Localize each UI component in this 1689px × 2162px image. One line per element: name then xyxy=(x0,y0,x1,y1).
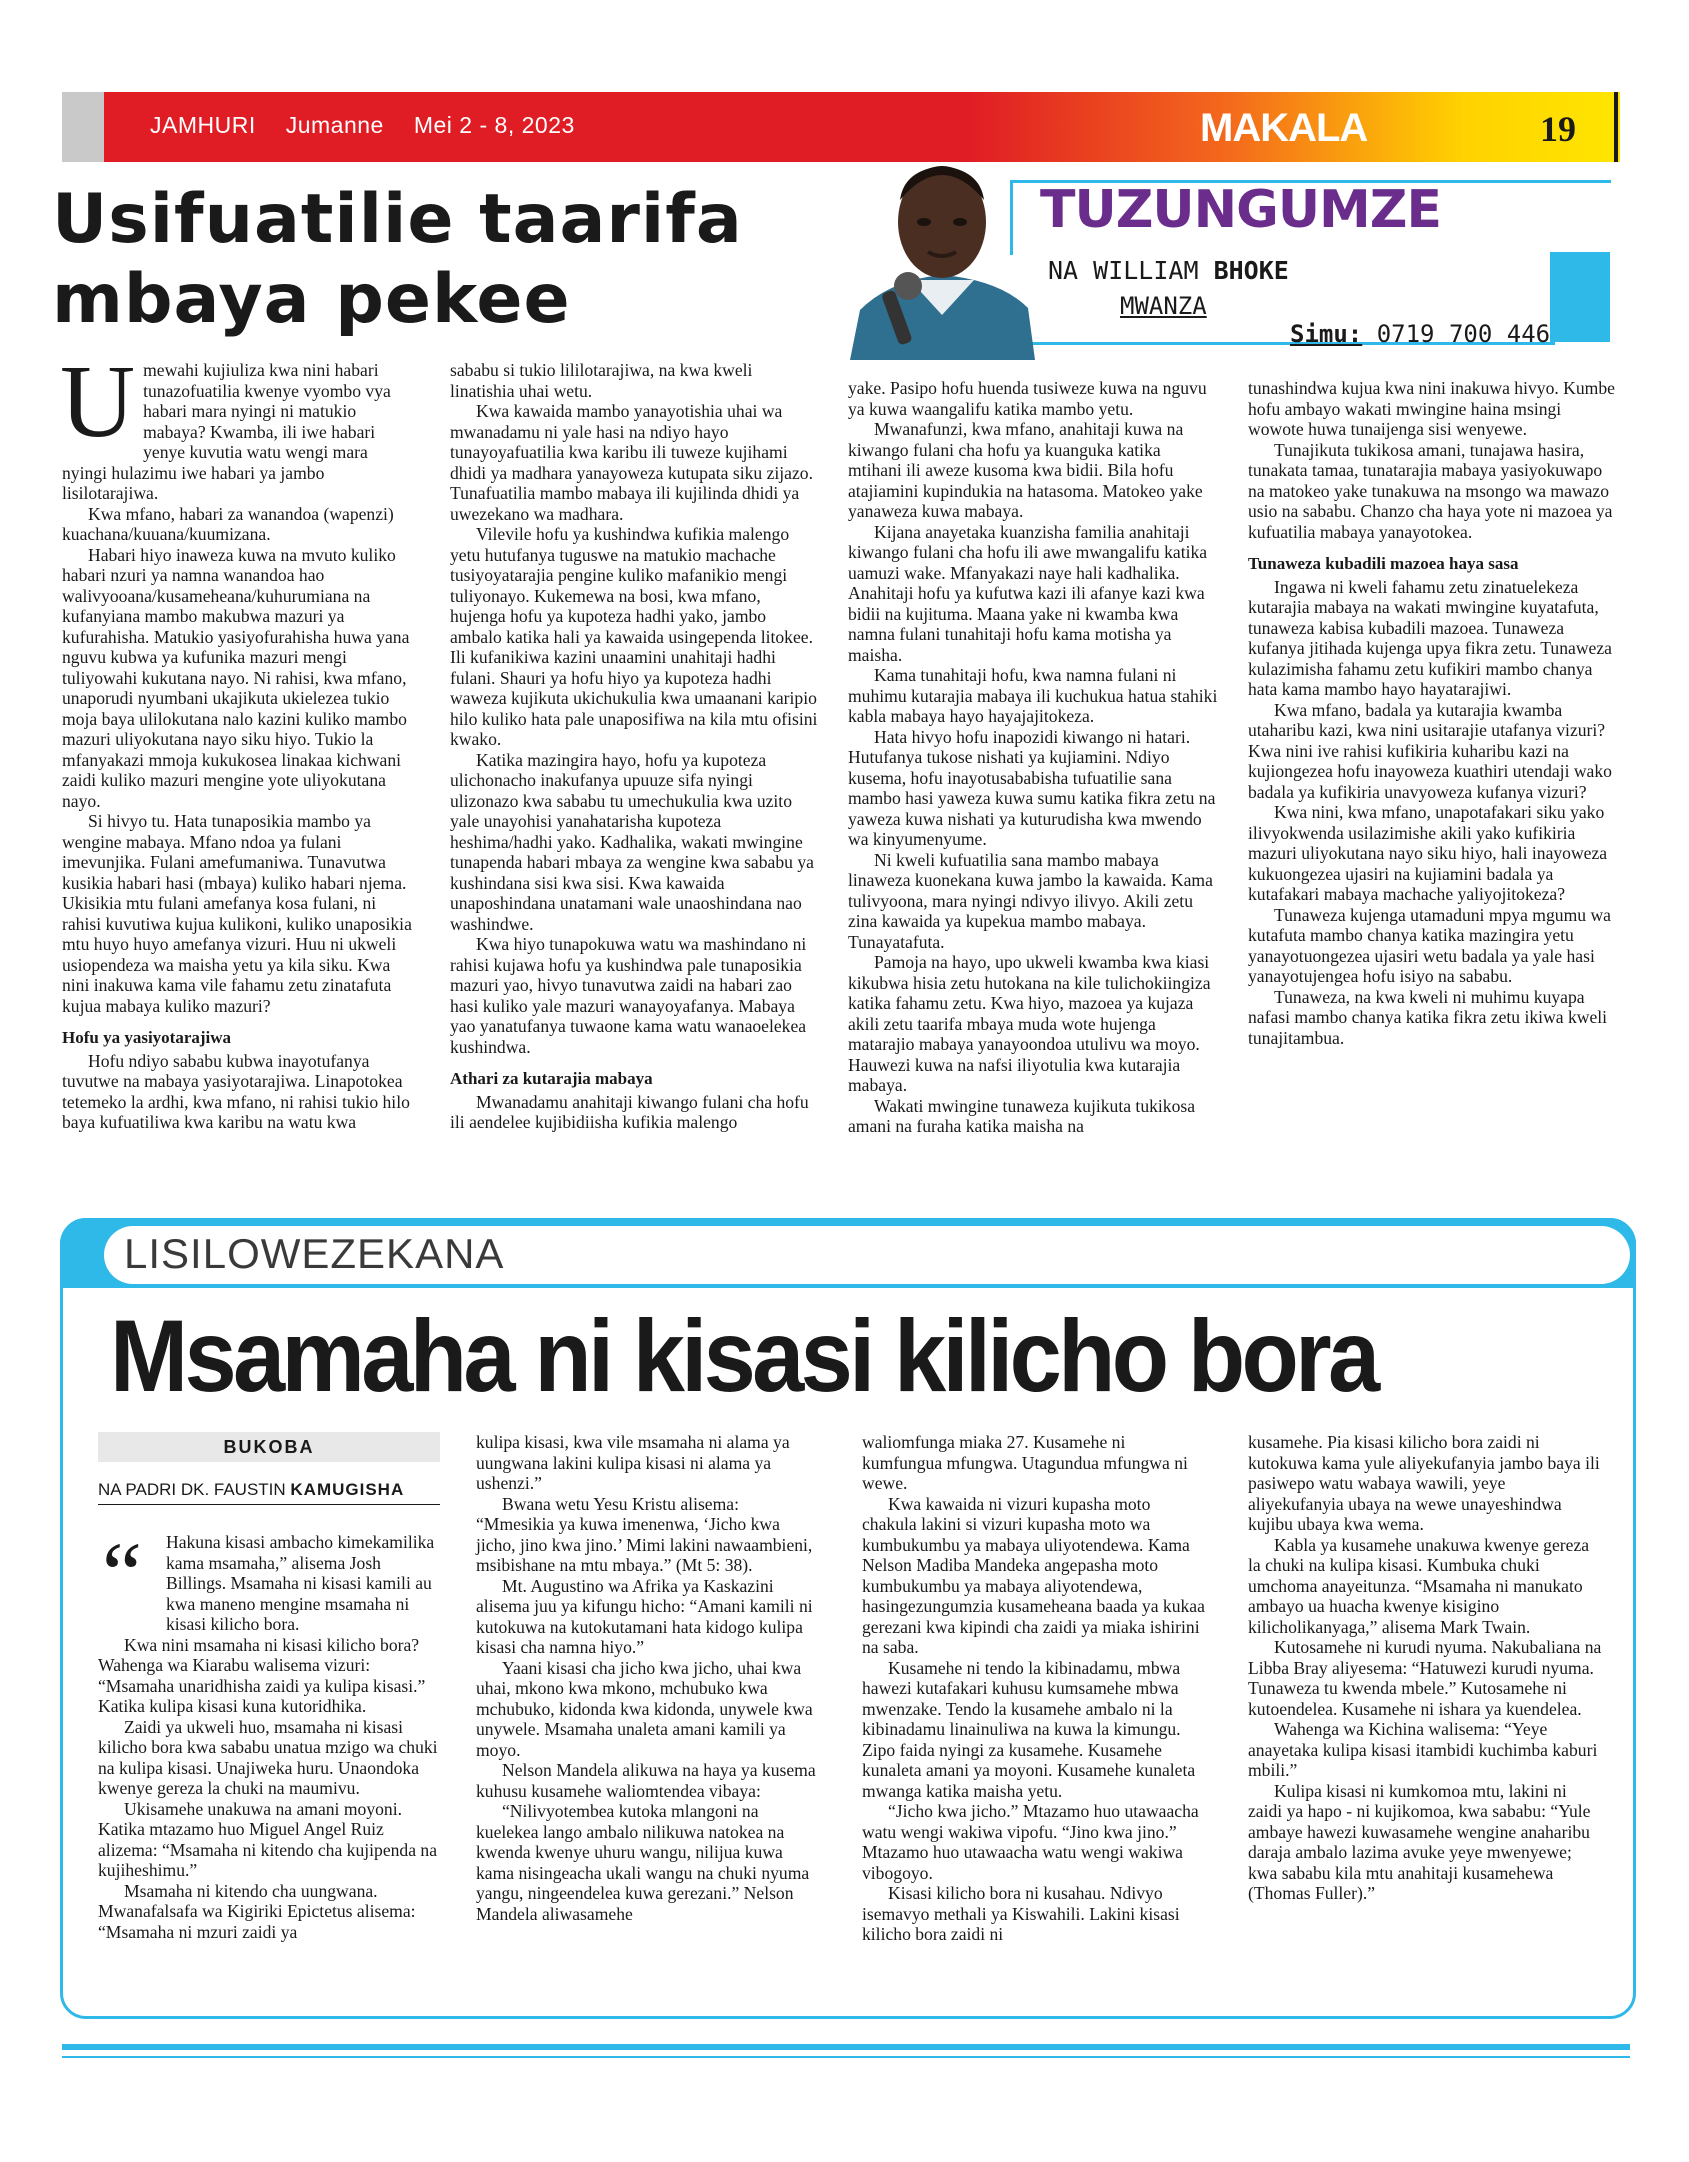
byline-prefix: NA xyxy=(98,1480,126,1499)
paragraph: “Jicho kwa jicho.” Mtazamo huo utawaacha watu wengi wakiwa vipofu. “Jino kwa jino.” Mtazamo huo utawaacha watu wengi wakiwa vibogoyo. xyxy=(862,1801,1199,1883)
issue-date: Mei 2 - 8, 2023 xyxy=(413,112,575,138)
paragraph: Mt. Augustino wa Afrika ya Kaskazini alisema juu ya kifungu hicho: “Amani kamili ni kutokuwa na kutokutamani hata kidogo kulipa kisasi cha namna hiyo.” xyxy=(476,1575,813,1657)
article2-column-3 xyxy=(862,1432,1207,1945)
subheading: Hofu ya yasiyotarajiwa xyxy=(62,1028,232,1047)
paragraph: Hofu ndiyo sababu kubwa inayotufanya tuvutwe na mabaya yasiyotarajiwa. Linapotokea tetemeko la ardhi, kwa mfano, ni rahisi tukio hilo baya kufuatiliwa kwa karibu na watu kwa xyxy=(62,1050,410,1132)
header-bar-edge xyxy=(62,92,104,162)
paragraph: Kwa nini msamaha ni kisasi kilicho bora? Wahenga wa Kiarabu walisema vizuri: “Msamaha unaridhisha zaidi ya kulipa kisasi.” Katika kulipa kisasi kuna kutoridhika. xyxy=(98,1634,426,1716)
paragraph: Kama tunahitaji hofu, kwa namna fulani ni muhimu kutarajia mabaya ili kuchukua hatua stahiki kabla mabaya hayo hayajajitokeza. xyxy=(848,665,1218,726)
byline-prefix: NA WILLIAM xyxy=(1048,256,1214,285)
paragraph: “Nilivyotembea kutoka mlangoni na kuelekea lango ambalo nilikuwa natokea na kwenda kwenye uhuru wangu, nilijua kuwa kama nisingeacha ukali wangu na chuki nyuma yangu, ningeendelea kuwa gerezani.” Nelson Mandela aliwasamehe xyxy=(476,1801,810,1924)
paragraph: Kijana anayetaka kuanzisha familia anahitaji kiwango fulani cha hofu ili awe mwangalifu katika uamuzi wake. Mfanyakazi naye hali kadhalika. Anahitaji hofu ya kufutwa kazi ili afanye kazi kwa bidii na kujituma. Maana yake ni kwamba kwa namna fulani tunahitaji hofu kama motisha ya maisha. xyxy=(848,521,1208,665)
article2-column-1 xyxy=(98,1525,443,1942)
paragraph: Wahenga wa Kichina walisema: “Yeye anayetaka kulipa kisasi itambidi kuchimba kaburi mbili.” xyxy=(1248,1719,1598,1780)
paragraph: Msamaha ni kitendo cha uungwana. Mwanafalsafa wa Kigiriki Epictetus alisema: “Msamaha ni mzuri zaidi ya xyxy=(98,1880,416,1942)
paragraph: Kusamehe ni tendo la kibinadamu, mbwa hawezi kutafakari kuhusu kumsamehe mbwa mwenzake. Tendo la kusamehe ambalo ni la kibinadamu linainuliwa na kuwa la kimungu. Zipo faida nyingi za kusamehe. Kusamehe kunaleta amani ya moyoni. Kusamehe kunaleta mwanga katika maisha yetu. xyxy=(862,1657,1196,1801)
article1-column-3 xyxy=(848,378,1218,1137)
paragraph: mewahi kujiuliza kwa nini habari tunazofuatilia kwenye vyombo vya habari mara nyingi ni matukio mabaya? Kwamba, ili iwe habari yenye kuvutia watu wengi mara nyingi hulazimu iwe habari ya jambo lisilotarajiwa. xyxy=(62,360,391,503)
paragraph: tunashindwa kujua kwa nini inakuwa hivyo. Kumbe hofu ambayo wakati mwingine haina msingi wowote huwa tunaijenga sisi wenyewe. xyxy=(1248,378,1615,439)
paragraph: Bwana wetu Yesu Kristu alisema: “Mmesikia ya kuwa imenenwa, ‘Jicho kwa jicho, jino kwa jino.’ Mimi lakini nawaambieni, msibishane na mtu mbaya.” (Mt 5: 38). xyxy=(476,1493,813,1575)
paragraph: Kisasi kilicho bora ni kusahau. Ndivyo isemavyo methali ya Kiswahili. Lakini kisasi kilicho bora zaidi ni xyxy=(862,1883,1180,1944)
article2-headline: Msamaha ni kisasi kilicho bora xyxy=(110,1299,1377,1413)
paragraph: Kutosamehe ni kurudi nyuma. Nakubaliana na Libba Bray aliyesema: “Hatuwezi kurudi nyuma. Tunaweza tu kwenda mbele.” Kutosamehe ni kutoendelea. Kusamehe ni ishara ya kuendelea. xyxy=(1248,1637,1602,1719)
paragraph: Vilevile hofu ya kushindwa kufikia malengo yetu hutufanya tuguswe na matukio machache tusiyoyatarajia pengine kuliko mafanikio mengi tuliyonayo. Kukemewa na bosi, kwa mfano, hujenga hofu ya kupoteza hadhi yako, jambo ambalo katika hali ya kawaida usingependa litokee. Ili kufanikiwa kazini unaamini unahitaji hadhi fulani. Shauri ya hofu hiyo ya kupoteza hadhi waweza kujikuta ukichukulia kwa umaanani karipio hilo kuliko hata pale unaposifiwa na kila mtu ofisini kwako. xyxy=(450,524,818,749)
article1-column-4 xyxy=(1248,378,1620,1048)
author-surname: BHOKE xyxy=(1213,256,1289,285)
paragraph: Kabla ya kusamehe unakuwa kwenye gereza la chuki na kulipa kisasi. Kumbuka chuki umchoma anayeitunza. “Msamaha ni manukato ambayo ua huacha kwenye kisigino kilicholikanyaga,” alisema Mark Twain. xyxy=(1248,1534,1590,1637)
column-title: TUZUNGUMZE xyxy=(1040,180,1442,240)
paragraph: Si hivyo tu. Hata tunaposikia mambo ya wengine mabaya. Mfano ndoa ya fulani imevunjika. Fulani amefumaniwa. Tunavutwa kusikia habari hasi (mbaya) kuliko habari njema. Ukisikia mtu fulani amefanya kosa fulani, ni rahisi kuvutiwa kujua kulikoni, kuliko unaposikia mtu huyo huyo amefanya vizuri. Huu ni ukweli usiopendeza wa maisha yetu ya kila siku. Kwa nini inakuwa kama vile fahamu zetu zinatafuta kujua mabaya kuliko mazuri? xyxy=(62,811,412,1016)
paragraph: Tunajikuta tukikosa amani, tunajawa hasira, tunakata tamaa, tunatarajia mabaya yasiyokuwapo na matokeo yake tunakuwa na msongo wa mawazo usio na sababu. Chanzo cha haya yote ni mazoea ya kufuatilia mabaya yanayotokea. xyxy=(1248,439,1613,542)
article1-column-1 xyxy=(60,344,412,1133)
footer-rule xyxy=(62,2044,1630,2050)
paragraph: Tunaweza kujenga utamaduni mpya mgumu wa kutafuta mambo chanya katika mazingira yetu yanayotuongezea ujasiri wetu badala ya yale hasi yanayotujengea hofu isiyo na sababu. xyxy=(1248,904,1611,986)
paragraph: Hakuna kisasi ambacho kimekamilika kama msamaha,” alisema Josh Billings. Msamaha ni kisasi kamili au kwa maneno mengine msamaha ni kisasi kilicho bora. xyxy=(166,1532,435,1634)
paragraph: Hata hivyo hofu inapozidi kiwango ni hatari. Hutufanya tukose nishati ya kujiamini. Ndiyo kusema, hofu inayotusababisha tufuatilie sana mambo hasi yaweza kuwa sumu katika fikra zetu na yaweza kuwa nishati ya kuturudisha kwa mwendo wa kinyumenyume. xyxy=(848,726,1216,849)
section-name: MAKALA xyxy=(1200,106,1368,150)
header-divider xyxy=(1614,92,1618,162)
article2-location: BUKOBA xyxy=(98,1432,440,1462)
page-number: 19 xyxy=(1540,109,1576,149)
paragraph: Katika mazingira hayo, hofu ya kupoteza ulichonacho inakufanya upuuze sifa nyingi ulizonazo kwa sababu tu umechukulia kwa uzito yale unayohisi yanahatarisha kupoteza heshima/hadhi yako. Kadhalika, wakati mwingine tunapenda habari mbaya za wengine kwa sababu ya kushindana sisi kwa sisi. Kwa kawaida unaposhindana unatamani wale unaoshindana nao washindwe. xyxy=(450,749,814,934)
paragraph: Kwa nini, kwa mfano, unapotafakari siku yako ilivyokwenda usilazimishe akili yako kufikiria mazuri uliyokutana nayo siku hiyo, hali inayoweza kukuongezea ujasiri na kujiamini badala ya kutafakari mabaya machache yaliyojitokeza? xyxy=(1248,802,1608,904)
paragraph: waliomfunga miaka 27. Kusamehe ni kumfungua mfungwa. Utagundua mfungwa ni wewe. xyxy=(862,1432,1188,1493)
phone-number: 0719 700 446 xyxy=(1376,320,1551,348)
paragraph: kusamehe. Pia kisasi kilicho bora zaidi ni kutokuwa kama yule aliyekufanyia jambo baya ili pasiwepo watu wabaya wawili, yeye aliyekufanyia ubaya na wewe unayeshindwa kujibu ubaya kwa wema. xyxy=(1248,1432,1600,1534)
phone-label: Simu: xyxy=(1290,320,1363,348)
paragraph: sababu si tukio lililotarajiwa, na kwa kweli linatishia uhai wetu. xyxy=(450,360,753,401)
author-portrait xyxy=(850,140,1035,360)
paragraph: Zaidi ya ukweli huo, msamaha ni kisasi kilicho bora kwa sababu unatua mzigo wa chuki na kulipa kisasi. Unajiweka huru. Unaondoka kwenye gereza la chuki na maumivu. xyxy=(98,1716,438,1798)
author-location: MWANZA xyxy=(1120,292,1207,320)
paragraph: Pamoja na hayo, upo ukweli kwamba kwa kiasi kikubwa hisia zetu hutokana na kile tulichokiingiza katika fahamu zetu. Kwa hiyo, mazoea ya kujaza akili zetu taarifa mbaya muda wote hujenga matarajio mabaya yanayoondoa utulivu wa moyo. Hauwezi kuwa na nafsi iliyotulia kwa kutarajia mabaya. xyxy=(848,952,1211,1095)
paragraph: Mwanadamu anahitaji kiwango fulani cha hofu ili aendelee kujibidiisha kufikia malengo xyxy=(450,1091,809,1132)
paragraph: Kwa mfano, badala ya kutarajia kwamba utaharibu kazi, kwa nini usitarajie utafanya vizuri? Kwa nini ive rahisi kufikiria kuharibu kazi na kujiongezea hofu inayoweza kuathiri utendaji wako badala ya kufikiria unavyoweza kufanya vizuri? xyxy=(1248,699,1612,802)
paragraph: Ingawa ni kweli fahamu zetu zinatuelekeza kutarajia mabaya na wakati mwingine kuyatafuta, tunaweza kabisa kubadili mazoea. Tunaweza kufanya jitihada kujenga upya fikra zetu. Tunaweza kulazimisha fahamu zetu kufikiri mambo chanya hata kama mambo hayo hayatarajiwi. xyxy=(1248,576,1612,699)
paragraph: Habari hiyo inaweza kuwa na mvuto kuliko habari nzuri ya namna wanandoa hao walivyooana/kusameheana/kuhurumiana na kufanyiana mambo makubwa mazuri ya kufurahisha. Matukio yasiyofurahisha huwa yana nguvu kubwa ya kufunika mazuri mengi tuliyowahi kukutana nayo. Ni rahisi, kwa mfano, unaporudi nyumbani ukajikuta ukielezea tukio moja baya ulilokutana nalo kazini kuliko mambo mazuri uliyokutana nayo siku hiyo. Tukio la mfanyakazi mmoja kukukosea linakaa kichwani zaidi kuliko mazuri mengine yote uliyokutana nayo. xyxy=(62,544,410,811)
subheading: Athari za kutarajia mabaya xyxy=(450,1069,653,1088)
paragraph: Kwa kawaida ni vizuri kupasha moto chakula lakini si vizuri kupasha moto wa kumbukumbu ya mabaya uliyotendewa. Kama Nelson Madiba Mandeka angepasha moto kumbukumbu ya mabaya aliyotendewa, hasingezungumzia kusameheana baada ya kukaa gerezani kwa kipindi cha zaidi ya miaka ishirini na saba. xyxy=(862,1493,1205,1657)
quote-mark: “ xyxy=(102,1525,142,1624)
article2-tag: LISILOWEZEKANA xyxy=(124,1230,505,1277)
author-surname: KAMUGISHA xyxy=(290,1480,405,1499)
paragraph: Tunaweza, na kwa kweli ni muhimu kuyapa nafasi mambo chanya katika fikra zetu ikiwa kweli tunajitambua. xyxy=(1248,986,1608,1048)
article2-byline xyxy=(98,1480,440,1505)
paragraph: Ukisamehe unakuwa na amani moyoni. Katika mtazamo huo Miguel Angel Ruiz alizema: “Msamaha ni kitendo cha kujipenda na kujiheshimu.” xyxy=(98,1798,438,1880)
author-byline xyxy=(1048,256,1289,285)
article2-column-2 xyxy=(476,1432,821,1924)
paragraph: kulipa kisasi, kwa vile msamaha ni alama ya uungwana lakini kulipa kisasi ni alama ya ushenzi.” xyxy=(476,1432,790,1493)
drop-cap: U xyxy=(60,344,136,459)
paragraph: Kwa mfano, habari za wanandoa (wapenzi) kuachana/kuuana/kuumizana. xyxy=(62,503,394,544)
publication-name: JAMHURI xyxy=(150,112,256,138)
issue-day: Jumanne xyxy=(285,112,384,138)
footer-rule-thin xyxy=(62,2056,1630,2058)
paragraph: Wakati mwingine tunaweza kujikuta tukikosa amani na furaha katika maisha na xyxy=(848,1095,1196,1136)
article2-column-4 xyxy=(1248,1432,1603,1904)
paragraph: Mwanafunzi, kwa mfano, anahitaji kuwa na kiwango fulani cha hofu ya kuanguka katika mtihani ili aweze kusoma kwa bidii. Bila hofu atajiamini kupindukia na hatasoma. Matokeo yake yanaweza kuwa mabaya. xyxy=(848,419,1203,521)
article-headline: Usifuatilie taarifa mbaya pekee xyxy=(52,180,743,339)
paragraph: yake. Pasipo hofu huenda tusiweze kuwa na nguvu ya kuwa waangalifu katika mambo yetu. xyxy=(848,378,1207,419)
paragraph: Nelson Mandela alikuwa na haya ya kusema kuhusu kusamehe waliomtendea vibaya: xyxy=(476,1760,816,1801)
paragraph: Ni kweli kufuatilia sana mambo mabaya linaweza kuonekana kuwa jambo la kawaida. Kama tulivyoona, mara nyingi ndivyo ilivyo. Akili zetu zina kawaida ya kupekua mambo mabaya. Tunayatafuta. xyxy=(848,849,1213,952)
masthead-info xyxy=(150,112,605,139)
paragraph: Yaani kisasi cha jicho kwa jicho, uhai kwa uhai, mkono kwa mkono, mchubuko kwa mchubuko, kidonda kwa kidonda, unywele kwa unywele. Msamaha unaleta amani kamili ya moyo. xyxy=(476,1657,813,1760)
author-phone xyxy=(1290,320,1550,348)
byline-title: PADRI DK. FAUSTIN xyxy=(125,1480,291,1499)
subheading: Tunaweza kubadili mazoea haya sasa xyxy=(1248,554,1519,573)
article1-column-2 xyxy=(450,360,820,1133)
paragraph: Kwa hiyo tunapokuwa watu wa mashindano ni rahisi kujawa hofu ya kushindwa pale tunaposikia mazuri yao, hivyo tunavutwa zaidi na habari zao hasi kuliko yale mazuri wanayoyafanya. Mabaya yao yanatufanya tuwaone kama watu wanaoelekea kushindwa. xyxy=(450,934,807,1057)
column-banner-accent xyxy=(1550,252,1610,342)
paragraph: Kulipa kisasi ni kumkomoa mtu, lakini ni zaidi ya hapo - ni kujikomoa, kwa sababu: “Yule ambaye hawezi kuwasamehe wengine anaharibu daraja ambalo lazima avuke yeye mwenyewe; kwa sababu kila mtu anahitaji kusamehewa (Thomas Fuller).” xyxy=(1248,1780,1591,1903)
paragraph: Kwa kawaida mambo yanayotishia uhai wa mwanadamu ni yale hasi na ndiyo hayo tunayoyafuatilia kwa karibu ili tuweze kujihami dhidi ya madhara yanayoweza kutupata siku zijazo. Tunafuatilia mambo mabaya ili kujilinda dhidi ya uwezekano wa madhara. xyxy=(450,401,813,524)
